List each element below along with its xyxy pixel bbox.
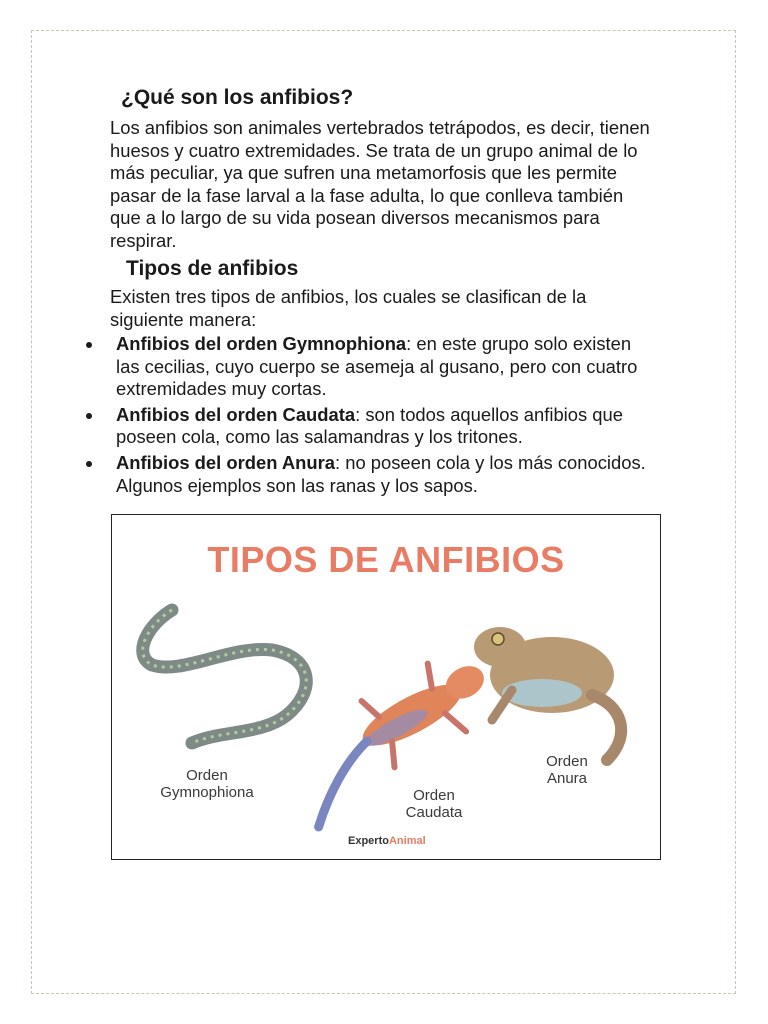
list-item bbox=[86, 404, 646, 449]
list-item bbox=[86, 452, 646, 497]
brand-logo bbox=[348, 835, 426, 847]
label-line: Gymnophiona bbox=[160, 784, 254, 801]
list-item bbox=[86, 333, 646, 401]
list-item-desc: : son todos aquellos anfibios que poseen cola, como las salamandras y los tritones. bbox=[116, 403, 623, 448]
caecilian-illustration bbox=[143, 610, 307, 743]
paragraph-definition: Los anfibios son animales vertebrados tetrápodos, es decir, tienen huesos y cuatro extremidades. Se trata de un grupo animal de lo más peculiar, ya que sufren una metamorfosis que les permite pasar de la fase larval a la fase adulta, lo que conlleva también que a lo largo de su vida posean diversos mecanismos para respirar. bbox=[110, 117, 650, 251]
bullet-icon bbox=[86, 342, 92, 348]
amphibian-types-figure bbox=[111, 514, 661, 860]
figure-title: TIPOS DE ANFIBIOS bbox=[207, 539, 565, 580]
label-gymnophiona bbox=[142, 767, 272, 801]
section-title-what-are-amphibians: ¿Qué son los anfibios? bbox=[121, 86, 354, 109]
bullet-icon bbox=[86, 461, 92, 467]
bullet-icon bbox=[86, 413, 92, 419]
label-anura bbox=[522, 753, 612, 787]
list-item-desc: : en este grupo solo existen las cecilias, cuyo cuerpo se asemeja al gusano, pero con cuatro extremidades muy cortas. bbox=[116, 333, 638, 400]
paragraph-types-intro: Existen tres tipos de anfibios, los cuales se clasifican de la siguiente manera: bbox=[110, 286, 587, 330]
label-line: Anura bbox=[546, 770, 588, 787]
list-item-term: Anfibios del orden Caudata bbox=[116, 403, 356, 425]
frog-illustration bbox=[474, 627, 621, 760]
brand-suffix: Animal bbox=[388, 835, 426, 847]
list-item-term: Anfibios del orden Gymnophiona bbox=[116, 333, 407, 354]
list-item-desc: : no poseen cola y los más conocidos. Algunos ejemplos son las ranas y los sapos. bbox=[116, 451, 646, 496]
section-title-types: Tipos de anfibios bbox=[126, 257, 299, 280]
label-line: Orden bbox=[413, 787, 455, 804]
brand-prefix: Experto bbox=[348, 835, 389, 847]
list-item-term: Anfibios del orden Anura bbox=[116, 451, 335, 473]
label-caudata bbox=[384, 787, 484, 821]
types-list bbox=[86, 333, 646, 500]
label-line: Orden bbox=[186, 767, 228, 784]
label-line: Caudata bbox=[405, 804, 463, 821]
label-line: Orden bbox=[546, 753, 588, 770]
